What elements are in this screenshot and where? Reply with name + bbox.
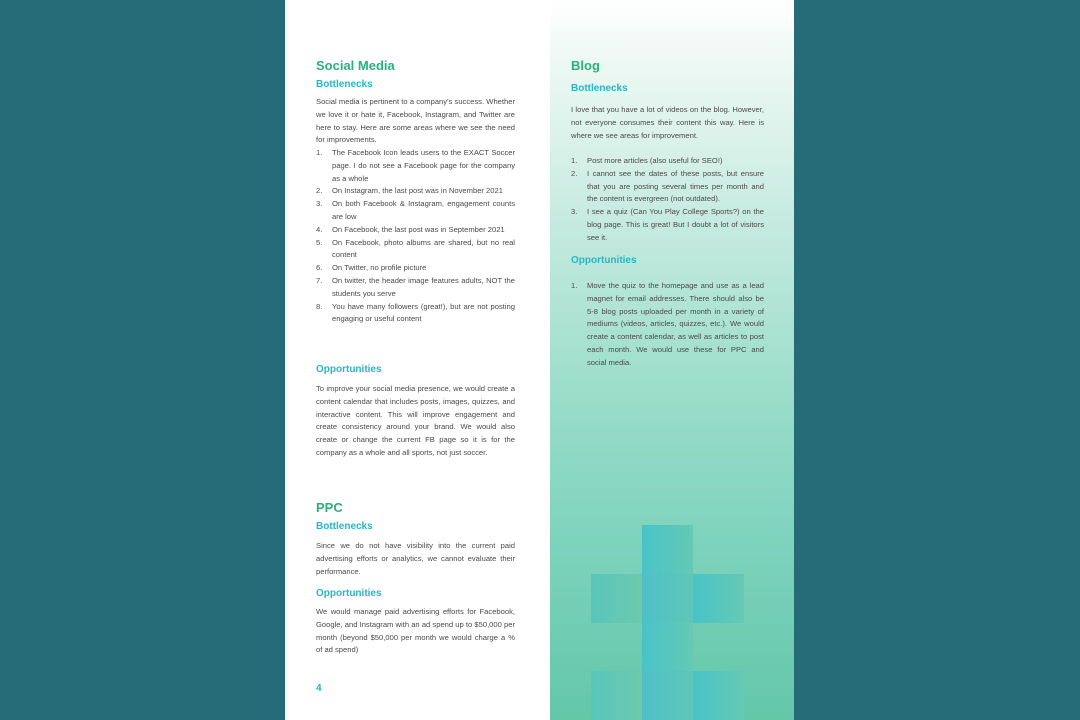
list-item — [571, 168, 764, 206]
document-page — [285, 0, 794, 720]
decor-tile — [642, 525, 693, 574]
list-item — [316, 185, 515, 198]
list-item — [571, 206, 764, 244]
list-item-number: 1. — [571, 281, 578, 290]
social-media-opportunities-heading: Opportunities — [316, 364, 382, 375]
list-item-text: I cannot see the dates of these posts, but ensure that you are posting several times per month and the content is evergreen (not outdated). — [587, 168, 764, 204]
decor-tile — [642, 671, 693, 720]
blog-title: Blog — [571, 58, 600, 73]
list-item-text: I see a quiz (Can You Play College Sports?) on the blog page. This is great! But I doubt a lot of visitors see it. — [587, 207, 764, 242]
list-item-text: Post more articles (also useful for SEO!) — [587, 156, 723, 165]
list-item-number: 3. — [571, 207, 578, 217]
ppc-bottlenecks-heading: Bottlenecks — [316, 521, 373, 532]
list-item-number: 4. — [316, 224, 323, 234]
list-item-text: On both Facebook & Instagram, engagement counts are low — [332, 199, 515, 221]
list-item — [316, 237, 515, 263]
list-item — [316, 262, 515, 275]
list-item — [571, 280, 764, 370]
list-item — [571, 155, 764, 168]
decor-tile — [591, 671, 642, 720]
ppc-bottlenecks-text: Since we do not have visibility into the current paid advertising efforts or analytics, we cannot evaluate their performance. — [316, 541, 515, 576]
list-item-number: 1. — [316, 148, 323, 157]
decor-tile — [693, 671, 744, 720]
decor-tile — [642, 622, 693, 671]
list-item-number: 8. — [316, 301, 323, 311]
list-item-number: 2. — [316, 186, 323, 196]
social-media-title: Social Media — [316, 58, 395, 73]
list-item-text: The Facebook Icon leads users to the EXACT Soccer page. I do not see a Facebook page for the company as a whole — [332, 148, 515, 183]
list-item-number: 1. — [571, 156, 578, 165]
decor-tile — [693, 574, 744, 623]
list-item-number: 3. — [316, 199, 323, 209]
list-item-text: On Instagram, the last post was in November 2021 — [332, 186, 503, 196]
list-item-number: 5. — [316, 237, 323, 247]
left-column — [285, 0, 550, 720]
social-media-opportunities-text: To improve your social media presence, we would create a content calendar that includes posts, images, quizzes, and interactive content. This will improve engagement and create consistency around your brand. We would also create or change the current FB page so it is for the company as a whole and all sports, not just soccer. — [316, 384, 515, 457]
list-item — [316, 275, 515, 301]
list-item — [316, 301, 515, 327]
right-column — [550, 0, 794, 720]
blog-intro: I love that you have a lot of videos on the blog. However, not everyone consumes their content this way. Here is where we see areas for improvement. — [571, 105, 764, 140]
social-media-bottleneck-list — [316, 147, 515, 326]
list-item-text: On Facebook, photo albums are shared, but no real content — [332, 237, 515, 260]
ppc-title: PPC — [316, 500, 343, 515]
blog-opportunities-heading: Opportunities — [571, 255, 637, 266]
blog-bottlenecks-heading: Bottlenecks — [571, 83, 628, 94]
list-item-text: You have many followers (great!), but are not posting engaging or useful content — [332, 301, 515, 324]
ppc-opportunities-text: We would manage paid advertising efforts for Facebook, Google, and Instagram with an ad spend up to $50,000 per month (beyond $50,000 per month we would charge a % of ad spend) — [316, 607, 515, 655]
list-item — [316, 147, 515, 185]
list-item-number: 2. — [571, 168, 578, 178]
list-item-text: On Facebook, the last post was in September 2021 — [332, 224, 505, 234]
social-media-bottlenecks-heading: Bottlenecks — [316, 79, 373, 90]
list-item-number: 6. — [316, 263, 323, 273]
decor-tile — [591, 574, 642, 623]
list-item-text: Move the quiz to the homepage and use as a lead magnet for email addresses. There should also be 5-8 blog posts uploaded per month in a variety of mediums (videos, articles, quizzes, etc.). We would create a content calendar, as well as articles to post each month. We would use these for PPC and social media. — [587, 281, 764, 367]
blog-opportunities-list — [571, 280, 764, 370]
list-item-number: 7. — [316, 275, 323, 285]
page-number: 4 — [316, 683, 322, 694]
list-item-text: On twitter, the header image features adults, NOT the students you serve — [332, 275, 515, 298]
list-item — [316, 224, 515, 237]
list-item-text: On Twitter, no profile picture — [332, 263, 427, 273]
social-media-intro: Social media is pertinent to a company's success. Whether we love it or hate it, Facebook, Instagram, and Twitter are here to stay. Here are some areas where we see the need for improvements. — [316, 97, 515, 145]
list-item — [316, 198, 515, 224]
decor-tile — [642, 574, 693, 623]
ppc-opportunities-heading: Opportunities — [316, 588, 382, 599]
blog-bottleneck-list — [571, 155, 764, 245]
